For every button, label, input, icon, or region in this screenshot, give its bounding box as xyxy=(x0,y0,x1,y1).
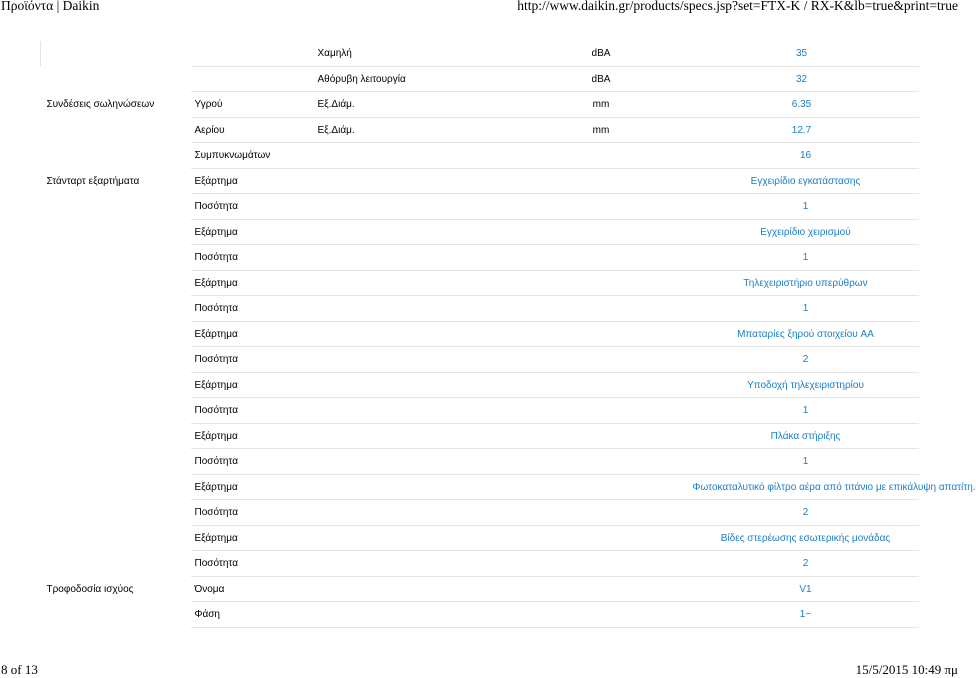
table-row xyxy=(41,219,919,245)
table-row xyxy=(41,117,919,143)
empty-cell xyxy=(313,270,518,296)
value-cell: Τηλεχειριστήριο υπερύθρων xyxy=(518,270,919,296)
empty-cell xyxy=(313,168,518,194)
page-number: 8 of 13 xyxy=(1,662,38,677)
table-row xyxy=(41,474,919,500)
section-label xyxy=(41,347,191,373)
table-row xyxy=(41,372,919,398)
section-label xyxy=(41,41,191,66)
value-cell: 6.35 xyxy=(685,92,919,118)
page-title: Προϊόντα | Daikin xyxy=(1,0,100,13)
empty-cell xyxy=(313,398,518,424)
value-cell: 12.7 xyxy=(685,117,919,143)
subsection-label: Εξάρτημα xyxy=(191,270,313,296)
value-cell: 2 xyxy=(518,347,919,373)
section-label xyxy=(41,143,191,169)
subsection-label: Ποσότητα xyxy=(191,500,313,526)
section-label xyxy=(41,602,191,628)
value-cell: Εγχειρίδιο χειρισμού xyxy=(518,219,919,245)
subsection-label: Εξάρτημα xyxy=(191,423,313,449)
item-label: Χαμηλή xyxy=(313,41,518,66)
print-timestamp: 15/5/2015 10:49 πμ xyxy=(855,662,958,677)
section-label: Συνδέσεις σωληνώσεων xyxy=(41,92,191,118)
table-row xyxy=(41,423,919,449)
value-cell: Βίδες στερέωσης εσωτερικής μονάδας xyxy=(518,525,919,551)
item-label: Αθόρυβη λειτουργία xyxy=(313,66,518,92)
section-label xyxy=(41,551,191,577)
subsection-label: Ποσότητα xyxy=(191,449,313,475)
table-row xyxy=(41,576,919,602)
table-row xyxy=(41,347,919,373)
table-row xyxy=(41,168,919,194)
value-cell: Μπαταρίες ξηρού στοιχείου AA xyxy=(518,321,919,347)
empty-cell xyxy=(313,576,518,602)
subsection-label: Εξάρτημα xyxy=(191,474,313,500)
subsection-label: Ποσότητα xyxy=(191,194,313,220)
table-row xyxy=(41,66,919,92)
subsection-label: Φάση xyxy=(191,602,313,628)
table-row xyxy=(41,551,919,577)
empty-cell xyxy=(313,602,518,628)
empty-cell xyxy=(313,449,518,475)
section-label xyxy=(41,321,191,347)
empty-cell xyxy=(313,143,518,169)
empty-cell xyxy=(313,194,518,220)
subsection-label: Όνομα xyxy=(191,576,313,602)
empty-cell xyxy=(313,245,518,271)
value-cell: V1 xyxy=(518,576,919,602)
value-cell: Υποδοχή τηλεχειριστηρίου xyxy=(518,372,919,398)
subsection-label: Ποσότητα xyxy=(191,347,313,373)
section-label xyxy=(41,474,191,500)
value-cell: 1~ xyxy=(518,602,919,628)
table-row xyxy=(41,245,919,271)
subsection-label: Ποσότητα xyxy=(191,245,313,271)
spec-table xyxy=(40,41,976,628)
value-cell: 2 xyxy=(518,551,919,577)
empty-cell xyxy=(313,474,518,500)
subsection-label xyxy=(191,41,313,66)
table-row xyxy=(41,41,919,66)
empty-cell xyxy=(313,219,518,245)
table-row xyxy=(41,270,919,296)
unit-label: dBA xyxy=(518,66,685,92)
empty-cell xyxy=(313,551,518,577)
empty-cell xyxy=(313,525,518,551)
subsection-label: Εξάρτημα xyxy=(191,321,313,347)
subsection-label: Συμπυκνωμάτων xyxy=(191,143,313,169)
section-label xyxy=(41,194,191,220)
table-row xyxy=(41,500,919,526)
value-cell: 16 xyxy=(518,143,919,169)
section-label xyxy=(41,245,191,271)
value-cell: 1 xyxy=(518,245,919,271)
subsection-label: Εξάρτημα xyxy=(191,219,313,245)
subsection-label: Ποσότητα xyxy=(191,398,313,424)
value-cell: 2 xyxy=(518,500,919,526)
section-label xyxy=(41,219,191,245)
table-row xyxy=(41,602,919,628)
empty-cell xyxy=(313,321,518,347)
table-row xyxy=(41,398,919,424)
unit-label: mm xyxy=(518,117,685,143)
section-label xyxy=(41,423,191,449)
empty-cell xyxy=(313,423,518,449)
value-cell: 32 xyxy=(685,66,919,92)
section-label xyxy=(41,398,191,424)
section-label: Τροφοδοσία ισχύος xyxy=(41,576,191,602)
subsection-label xyxy=(191,66,313,92)
value-cell: Φωτοκαταλυτικό φίλτρο αέρα από τιτάνιο με επικάλυψη απατίτη. xyxy=(518,474,919,500)
item-label: Εξ.Διάμ. xyxy=(313,117,518,143)
empty-cell xyxy=(313,347,518,373)
subsection-label: Ποσότητα xyxy=(191,551,313,577)
unit-label: dBA xyxy=(518,41,685,66)
subsection-label: Εξάρτημα xyxy=(191,372,313,398)
subsection-label: Αερίου xyxy=(191,117,313,143)
subsection-label: Εξάρτημα xyxy=(191,168,313,194)
value-cell: 1 xyxy=(518,296,919,322)
section-label xyxy=(41,500,191,526)
table-row xyxy=(41,194,919,220)
section-label xyxy=(41,296,191,322)
empty-cell xyxy=(313,500,518,526)
section-label xyxy=(41,117,191,143)
value-cell: 1 xyxy=(518,194,919,220)
subsection-label: Εξάρτημα xyxy=(191,525,313,551)
value-cell: Εγχειρίδιο εγκατάστασης xyxy=(518,168,919,194)
section-label xyxy=(41,372,191,398)
empty-cell xyxy=(313,372,518,398)
subsection-label: Υγρού xyxy=(191,92,313,118)
value-cell: 1 xyxy=(518,398,919,424)
section-label xyxy=(41,449,191,475)
subsection-label: Ποσότητα xyxy=(191,296,313,322)
section-label xyxy=(41,525,191,551)
value-cell: 1 xyxy=(518,449,919,475)
section-label: Στάνταρτ εξαρτήματα xyxy=(41,168,191,194)
table-row xyxy=(41,143,919,169)
section-label xyxy=(41,66,191,92)
table-row xyxy=(41,525,919,551)
section-label xyxy=(41,270,191,296)
page-url: http://www.daikin.gr/products/specs.jsp?set=FTX-K / RX-K&lb=true&print=true xyxy=(517,0,958,13)
value-cell: Πλάκα στήριξης xyxy=(518,423,919,449)
spec-table-body xyxy=(41,41,976,627)
empty-cell xyxy=(313,296,518,322)
table-row xyxy=(41,92,919,118)
value-cell: 35 xyxy=(685,41,919,66)
table-row xyxy=(41,296,919,322)
item-label: Εξ.Διάμ. xyxy=(313,92,518,118)
table-row xyxy=(41,321,919,347)
unit-label: mm xyxy=(518,92,685,118)
table-row xyxy=(41,449,919,475)
